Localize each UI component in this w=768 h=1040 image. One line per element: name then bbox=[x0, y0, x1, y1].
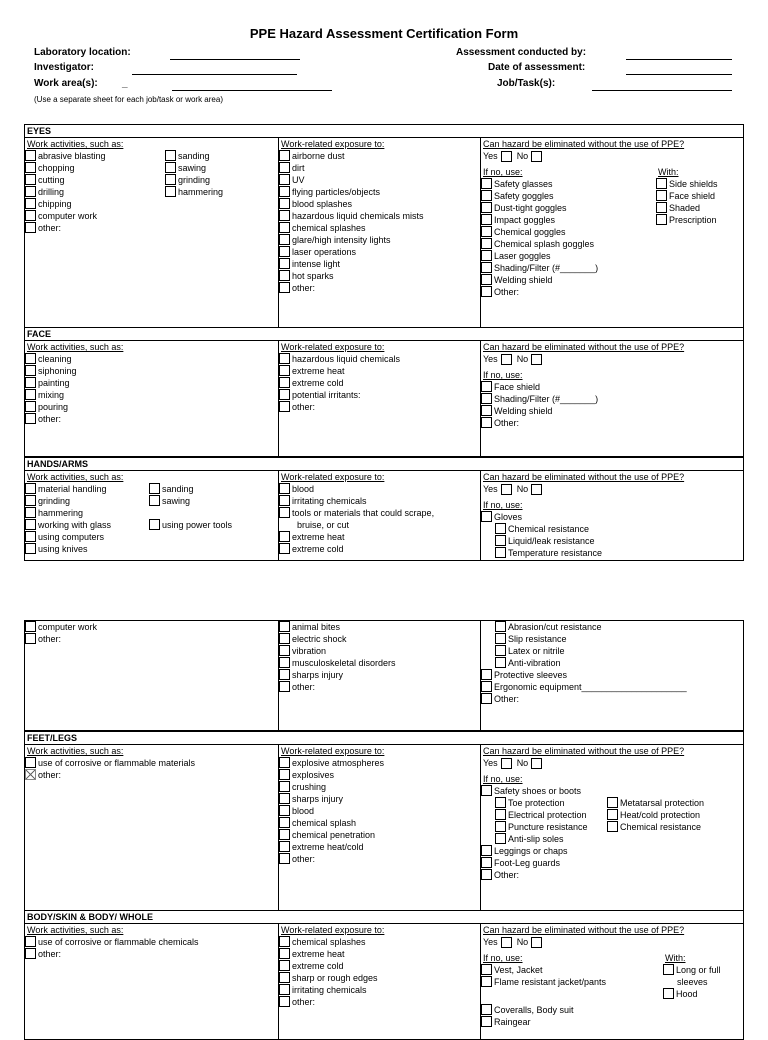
face-title: FACE bbox=[25, 328, 743, 341]
hands2-use-checkbox[interactable]: Ergonomic equipment_____________________ bbox=[481, 681, 743, 693]
no-label: No bbox=[516, 354, 529, 364]
hands-act-checkbox[interactable]: material handling bbox=[25, 483, 149, 495]
body-exp-checkbox[interactable]: extreme heat bbox=[279, 948, 481, 960]
yes-checkbox[interactable] bbox=[501, 484, 512, 495]
face-use-checkbox[interactable]: Face shield bbox=[481, 381, 743, 393]
feet-use-checkbox[interactable]: Leggings or chaps bbox=[481, 845, 743, 857]
glove-type-checkbox[interactable]: Abrasion/cut resistance bbox=[481, 621, 743, 633]
hands-exposure-heading: Work-related exposure to: bbox=[281, 472, 385, 482]
shoe-type-checkbox[interactable]: Toe protection bbox=[481, 797, 607, 809]
glove-type-checkbox[interactable]: Chemical resistance bbox=[481, 523, 743, 535]
feet-exp-checkbox[interactable]: other: bbox=[279, 853, 481, 865]
eyes-use-checkbox[interactable]: Dust-tight goggles bbox=[481, 202, 656, 214]
with-heading: With: bbox=[665, 953, 686, 963]
job-task-field[interactable] bbox=[592, 78, 732, 91]
shoe-type-checkbox[interactable]: Electrical protection bbox=[481, 809, 607, 821]
body-exp-checkbox[interactable]: irritating chemicals bbox=[279, 984, 481, 996]
face-exposure-heading: Work-related exposure to: bbox=[281, 342, 385, 352]
eyes-activities bbox=[25, 138, 278, 327]
with-heading: With: bbox=[658, 167, 679, 177]
date-label: Date of assessment: bbox=[488, 62, 586, 73]
hands-eliminate-question: Can hazard be eliminated without the use of PPE? bbox=[483, 472, 685, 482]
yes-checkbox[interactable] bbox=[501, 758, 512, 769]
face-activities-heading: Work activities, such as: bbox=[27, 342, 124, 352]
face-use-checkbox[interactable]: Shading/Filter (#_______) bbox=[481, 393, 743, 405]
hands2-ppe bbox=[480, 621, 743, 730]
eyes-eliminate-question: Can hazard be eliminated without the use of PPE? bbox=[483, 139, 685, 149]
eyes-exp-checkbox[interactable]: hot sparks bbox=[279, 270, 481, 282]
lab-location-label: Laboratory location: bbox=[34, 47, 131, 58]
face-exp-checkbox[interactable]: hazardous liquid chemicals bbox=[279, 353, 481, 365]
body-with-checkbox[interactable]: Hood bbox=[663, 988, 721, 1000]
eyes-exp-checkbox[interactable]: blood splashes bbox=[279, 198, 481, 210]
eyes-use-checkbox[interactable]: Shading/Filter (#_______) bbox=[481, 262, 656, 274]
face-act-checkbox[interactable]: other: bbox=[25, 413, 278, 425]
gloves-checkbox[interactable]: Gloves bbox=[481, 511, 743, 523]
no-label: No bbox=[516, 151, 529, 161]
body-ppe bbox=[480, 924, 743, 1039]
eyes-act-checkbox[interactable]: grinding bbox=[165, 174, 223, 186]
feet-use-checkbox[interactable]: Foot-Leg guards bbox=[481, 857, 743, 869]
no-checkbox[interactable] bbox=[531, 758, 542, 769]
feet-title: FEET/LEGS bbox=[25, 732, 743, 745]
eyes-section bbox=[24, 124, 744, 328]
feet-exp-checkbox[interactable]: chemical penetration bbox=[279, 829, 481, 841]
glove-type-checkbox[interactable]: Temperature resistance bbox=[481, 547, 743, 559]
eyes-act-checkbox[interactable]: cutting bbox=[25, 174, 165, 186]
hands-act-checkbox[interactable]: using power tools bbox=[149, 519, 232, 531]
eyes-with-checkbox[interactable]: Prescription bbox=[656, 214, 718, 226]
eyes-act-checkbox[interactable]: abrasive blasting bbox=[25, 150, 165, 162]
eyes-ppe bbox=[480, 138, 743, 327]
eyes-act-checkbox[interactable]: chopping bbox=[25, 162, 165, 174]
eyes-act-checkbox[interactable]: computer work bbox=[25, 210, 165, 222]
eyes-act-checkbox[interactable]: other: bbox=[25, 222, 165, 234]
feet-exposure bbox=[278, 745, 481, 910]
work-areas-dash: _ bbox=[122, 78, 128, 89]
face-ppe bbox=[480, 341, 743, 456]
body-title: BODY/SKIN & BODY/ WHOLE bbox=[25, 911, 743, 924]
instruction-note: (Use a separate sheet for each job/task or work area) bbox=[34, 95, 223, 104]
hands-title: HANDS/ARMS bbox=[25, 458, 743, 471]
eyes-exp-checkbox[interactable]: other: bbox=[279, 282, 481, 294]
body-use-checkbox[interactable]: Vest, Jacket bbox=[481, 964, 663, 976]
assessed-by-label: Assessment conducted by: bbox=[456, 47, 587, 58]
body-act-checkbox[interactable]: other: bbox=[25, 948, 278, 960]
hands-exp-checkbox[interactable]: irritating chemicals bbox=[279, 495, 481, 507]
feet-activities-heading: Work activities, such as: bbox=[27, 746, 124, 756]
eyes-act-checkbox[interactable]: sanding bbox=[165, 150, 223, 162]
face-act-checkbox[interactable]: cleaning bbox=[25, 353, 278, 365]
hands-exposure bbox=[278, 471, 481, 560]
yes-checkbox[interactable] bbox=[501, 354, 512, 365]
form-title: PPE Hazard Assessment Certification Form bbox=[249, 26, 519, 41]
face-section bbox=[24, 327, 744, 457]
if-no-use-heading: If no, use: bbox=[483, 500, 523, 510]
face-act-checkbox[interactable]: mixing bbox=[25, 389, 278, 401]
hands-exp-checkbox[interactable]: blood bbox=[279, 483, 481, 495]
hands-ppe bbox=[480, 471, 743, 560]
hands-act-checkbox[interactable]: using computers bbox=[25, 531, 149, 543]
hands2-exposure bbox=[278, 621, 481, 730]
face-use-checkbox[interactable]: Other: bbox=[481, 417, 743, 429]
eyes-with-checkbox[interactable]: Side shields bbox=[656, 178, 718, 190]
if-no-use-heading: If no, use: bbox=[483, 953, 523, 963]
eyes-exp-checkbox[interactable]: dirt bbox=[279, 162, 481, 174]
feet-act-checkbox[interactable]: other: bbox=[25, 769, 278, 781]
feet-exp-checkbox[interactable]: blood bbox=[279, 805, 481, 817]
eyes-exp-checkbox[interactable]: UV bbox=[279, 174, 481, 186]
body-use-checkbox[interactable]: Raingear bbox=[481, 1016, 743, 1028]
yes-checkbox[interactable] bbox=[501, 151, 512, 162]
body-use-checkbox[interactable]: Coveralls, Body suit bbox=[481, 1004, 743, 1016]
hands2-act-checkbox[interactable]: computer work bbox=[25, 621, 278, 633]
eyes-act-checkbox[interactable]: hammering bbox=[165, 186, 223, 198]
safety-shoes-checkbox[interactable]: Safety shoes or boots bbox=[481, 785, 743, 797]
body-exp-checkbox[interactable]: sharp or rough edges bbox=[279, 972, 481, 984]
eyes-with-checkbox[interactable]: Shaded bbox=[656, 202, 718, 214]
eyes-act-checkbox[interactable]: sawing bbox=[165, 162, 223, 174]
eyes-act-checkbox[interactable]: chipping bbox=[25, 198, 165, 210]
if-no-use-heading: If no, use: bbox=[483, 167, 523, 177]
glove-type-checkbox[interactable]: Latex or nitrile bbox=[481, 645, 743, 657]
face-act-checkbox[interactable]: siphoning bbox=[25, 365, 278, 377]
face-exp-checkbox[interactable]: extreme heat bbox=[279, 365, 481, 377]
hands-activities bbox=[25, 471, 278, 560]
face-exposure bbox=[278, 341, 481, 456]
feet-exp-checkbox[interactable]: sharps injury bbox=[279, 793, 481, 805]
eyes-use-checkbox[interactable]: Laser goggles bbox=[481, 250, 656, 262]
eyes-use-checkbox[interactable]: Welding shield bbox=[481, 274, 656, 286]
eyes-use-checkbox[interactable]: Safety goggles bbox=[481, 190, 656, 202]
hands-act-checkbox[interactable]: sawing bbox=[149, 495, 232, 507]
feet-exp-checkbox[interactable]: explosives bbox=[279, 769, 481, 781]
feet-exp-checkbox[interactable]: explosive atmospheres bbox=[279, 757, 481, 769]
hands2-exp-checkbox[interactable]: other: bbox=[279, 681, 481, 693]
face-activities bbox=[25, 341, 278, 456]
if-no-use-heading: If no, use: bbox=[483, 370, 523, 380]
yes-label: Yes bbox=[483, 937, 498, 947]
glove-type-checkbox[interactable]: Anti-vibration bbox=[481, 657, 743, 669]
hands-act-checkbox[interactable]: sanding bbox=[149, 483, 232, 495]
face-act-checkbox[interactable]: painting bbox=[25, 377, 278, 389]
hands2-activities bbox=[25, 621, 278, 730]
feet-use-checkbox[interactable]: Other: bbox=[481, 869, 743, 881]
hands-act-checkbox[interactable]: working with glass bbox=[25, 519, 149, 531]
hands2-exp-checkbox[interactable]: musculoskeletal disorders bbox=[279, 657, 481, 669]
body-activities bbox=[25, 924, 278, 1039]
glove-type-checkbox[interactable]: Liquid/leak resistance bbox=[481, 535, 743, 547]
hands-act-checkbox[interactable]: grinding bbox=[25, 495, 149, 507]
body-exposure-heading: Work-related exposure to: bbox=[281, 925, 385, 935]
body-exp-checkbox[interactable]: other: bbox=[279, 996, 481, 1008]
feet-exp-checkbox[interactable]: extreme heat/cold bbox=[279, 841, 481, 853]
feet-eliminate-question: Can hazard be eliminated without the use of PPE? bbox=[483, 746, 685, 756]
shoe-type-checkbox[interactable]: Heat/cold protection bbox=[607, 809, 704, 821]
no-label: No bbox=[516, 937, 529, 947]
hands2-exp-checkbox[interactable]: vibration bbox=[279, 645, 481, 657]
no-label: No bbox=[516, 484, 529, 494]
eyes-exp-checkbox[interactable]: airborne dust bbox=[279, 150, 481, 162]
eyes-exp-checkbox[interactable]: hazardous liquid chemicals mists bbox=[279, 210, 481, 222]
hands-activities-heading: Work activities, such as: bbox=[27, 472, 124, 482]
eyes-exp-checkbox[interactable]: glare/high intensity lights bbox=[279, 234, 481, 246]
face-exp-checkbox[interactable]: other: bbox=[279, 401, 481, 413]
eyes-activities-heading: Work activities, such as: bbox=[27, 139, 124, 149]
investigator-label: Investigator: bbox=[34, 62, 95, 73]
feet-exp-checkbox[interactable]: chemical splash bbox=[279, 817, 481, 829]
if-no-use-heading: If no, use: bbox=[483, 774, 523, 784]
body-activities-heading: Work activities, such as: bbox=[27, 925, 124, 935]
face-act-checkbox[interactable]: pouring bbox=[25, 401, 278, 413]
feet-exp-checkbox[interactable]: crushing bbox=[279, 781, 481, 793]
hands-act-checkbox[interactable]: hammering bbox=[25, 507, 149, 519]
job-task-label: Job/Task(s): bbox=[497, 78, 556, 89]
eyes-exp-checkbox[interactable]: intense light bbox=[279, 258, 481, 270]
body-with-continuation: sleeves bbox=[677, 977, 708, 987]
body-exp-checkbox[interactable]: chemical splashes bbox=[279, 936, 481, 948]
eyes-exp-checkbox[interactable]: chemical splashes bbox=[279, 222, 481, 234]
eyes-use-checkbox[interactable]: Chemical goggles bbox=[481, 226, 656, 238]
eyes-exposure-heading: Work-related exposure to: bbox=[281, 139, 385, 149]
hands2-act-checkbox[interactable]: other: bbox=[25, 633, 278, 645]
shoe-type-checkbox[interactable]: Chemical resistance bbox=[607, 821, 704, 833]
assessed-by-field[interactable] bbox=[626, 47, 732, 60]
hands2-exp-checkbox[interactable]: electric shock bbox=[279, 633, 481, 645]
feet-act-checkbox[interactable]: use of corrosive or flammable materials bbox=[25, 757, 278, 769]
eyes-with-checkbox[interactable]: Face shield bbox=[656, 190, 718, 202]
yes-label: Yes bbox=[483, 484, 498, 494]
face-eliminate-question: Can hazard be eliminated without the use of PPE? bbox=[483, 342, 685, 352]
body-eliminate-question: Can hazard be eliminated without the use of PPE? bbox=[483, 925, 685, 935]
eyes-use-checkbox[interactable]: Chemical splash goggles bbox=[481, 238, 656, 250]
hands-exp-checkbox[interactable]: extreme cold bbox=[279, 543, 481, 555]
yes-label: Yes bbox=[483, 151, 498, 161]
body-use-checkbox[interactable]: Flame resistant jacket/pants bbox=[481, 976, 663, 988]
eyes-use-checkbox[interactable]: Other: bbox=[481, 286, 656, 298]
no-label: No bbox=[516, 758, 529, 768]
lab-location-field[interactable] bbox=[170, 47, 300, 60]
feet-section bbox=[24, 731, 744, 911]
feet-ppe bbox=[480, 745, 743, 910]
eyes-title: EYES bbox=[25, 125, 743, 138]
no-checkbox[interactable] bbox=[531, 151, 542, 162]
hands-exp-checkbox[interactable]: tools or materials that could scrape, bbox=[279, 507, 481, 519]
eyes-exp-checkbox[interactable]: laser operations bbox=[279, 246, 481, 258]
hands2-use-checkbox[interactable]: Other: bbox=[481, 693, 743, 705]
yes-checkbox[interactable] bbox=[501, 937, 512, 948]
hands-section bbox=[24, 457, 744, 561]
hands2-use-checkbox[interactable]: Protective sleeves bbox=[481, 669, 743, 681]
body-with-checkbox[interactable]: Long or full bbox=[663, 964, 721, 976]
face-exp-checkbox[interactable]: extreme cold bbox=[279, 377, 481, 389]
shoe-type-checkbox[interactable]: Puncture resistance bbox=[481, 821, 607, 833]
work-areas-label: Work area(s): bbox=[34, 78, 98, 89]
no-checkbox[interactable] bbox=[531, 937, 542, 948]
hands-act-checkbox[interactable]: using knives bbox=[25, 543, 149, 555]
eyes-use-checkbox[interactable]: Impact goggles bbox=[481, 214, 656, 226]
eyes-exposure bbox=[278, 138, 481, 327]
hands-continued-section bbox=[24, 620, 744, 731]
eyes-use-checkbox[interactable]: Safety glasses bbox=[481, 178, 656, 190]
hands2-exp-checkbox[interactable]: animal bites bbox=[279, 621, 481, 633]
feet-activities bbox=[25, 745, 278, 910]
eyes-exp-checkbox[interactable]: flying particles/objects bbox=[279, 186, 481, 198]
body-section bbox=[24, 910, 744, 1040]
feet-exposure-heading: Work-related exposure to: bbox=[281, 746, 385, 756]
no-checkbox[interactable] bbox=[531, 354, 542, 365]
yes-label: Yes bbox=[483, 758, 498, 768]
face-exp-checkbox[interactable]: potential irritants: bbox=[279, 389, 481, 401]
hands2-exp-checkbox[interactable]: sharps injury bbox=[279, 669, 481, 681]
date-field[interactable] bbox=[626, 62, 732, 75]
no-checkbox[interactable] bbox=[531, 484, 542, 495]
body-exp-checkbox[interactable]: extreme cold bbox=[279, 960, 481, 972]
yes-label: Yes bbox=[483, 354, 498, 364]
eyes-act-checkbox[interactable]: drilling bbox=[25, 186, 165, 198]
hands-exp-checkbox[interactable]: extreme heat bbox=[279, 531, 481, 543]
shoe-type-checkbox[interactable]: Anti-slip soles bbox=[481, 833, 607, 845]
body-act-checkbox[interactable]: use of corrosive or flammable chemicals bbox=[25, 936, 278, 948]
work-areas-field[interactable] bbox=[172, 78, 332, 91]
face-use-checkbox[interactable]: Welding shield bbox=[481, 405, 743, 417]
investigator-field[interactable] bbox=[132, 62, 297, 75]
hands-exp-continuation: bruise, or cut bbox=[297, 520, 350, 530]
body-exposure bbox=[278, 924, 481, 1039]
shoe-type-checkbox[interactable]: Metatarsal protection bbox=[607, 797, 704, 809]
glove-type-checkbox[interactable]: Slip resistance bbox=[481, 633, 743, 645]
